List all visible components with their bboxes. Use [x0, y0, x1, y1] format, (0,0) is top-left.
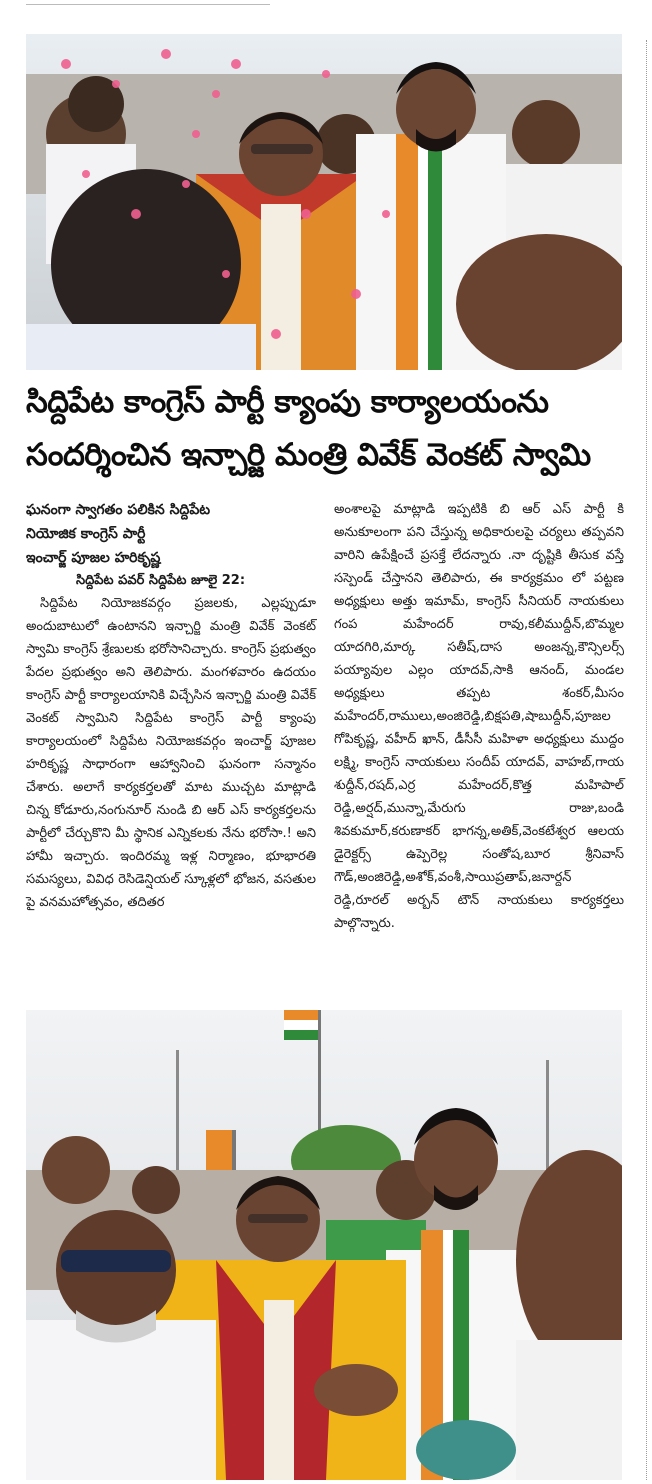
subhead-1: ఘనంగా స్వాగతం పలికిన సిద్దిపేట: [26, 502, 211, 518]
article-right-column: [334, 498, 624, 935]
headline-line-2: సందర్శించిన ఇన్చార్జి మంత్రి వివేక్ వెంకట్ స్వామి: [26, 437, 591, 473]
headline-line-1: సిద్దిపేట కాంగ్రెస్ పార్టీ క్యాంపు కార్యాలయంను: [26, 384, 549, 420]
bottom-photo-illustration: [26, 1010, 622, 1480]
column-divider: [646, 40, 647, 1480]
body-text-left: సిద్దిపేట నియోజకవర్గం ప్రజలకు, ఎల్లప్పుడూ అందుబాటులో ఉంటానని ఇన్చార్జి మంత్రి వివేక్ వెంకట్ స్వామి కాంగ్రెస్ శ్రేణులకు భరోసానిచ్చారు. కాంగ్రెస్ ప్రభుత్వం పేదల ప్రభుత్వం అని తెలిపారు. మంగళవారం ఉదయం కాంగ్రెస్ పార్టీ కార్యాలయానికి విచ్చేసిన ఇన్చార్జి మంత్రి వివేక్ వెంకట్ స్వామిని సిద్దిపేట కాంగ్రెస్ పార్టీ క్యాంపు కార్యాలయంలో సిద్దిపేట నియోజకవర్గం ఇంచార్జ్ పూజల హరికృష్ణ సాధారంగా ఆహ్వానించి ఘనంగా సన్మానం చేశారు. అలాగే కార్యకర్తలతో మాట ముచ్చట మాట్లాడి చిన్న కోడూరు,నంగునూర్ నుండి బి ఆర్ ఎస్ కార్యకర్తలను పార్టీలో చేర్చుకొని మీ స్థానిక ఎన్నికలకు నేను భరోసా.! అని హామీ ఇచ్చారు. ఇందిరమ్మ ఇళ్ల నిర్మాణం, భూభారతి సమస్యలు, వివిధ రెసిడెన్షియల్ స్కూళ్లలో భోజన, వసతుల పై వనమహోత్సవం, తదితర: [26, 596, 316, 910]
top-rule: [26, 4, 270, 5]
top-photo-illustration: [26, 34, 622, 370]
subhead-3: ఇంచార్జ్ పూజల హరికృష్ణ: [26, 550, 161, 566]
body-text-right: అంశాలపై మాట్లాడి ఇప్పటికి బి ఆర్ ఎస్ పార్టీ కి అనుకూలంగా పని చేస్తున్న అధికారులపై చర్యలు తప్పవని వారిని ఉపేక్షించే ప్రసక్తే లేదన్నారు .నా దృష్టికి తీసుక వస్తే సస్పెండ్ చేస్తానని తెలిపారు, ఈ కార్యక్రమం లో పట్టణ అధ్యక్షులు అత్తు ఇమామ్, కాంగ్రెస్ సీనియర్ నాయకులు గంప మహేందర్ రావు,కలీముద్దీన్,బొమ్మల యాదగిరి,మార్క సతీష్,దాస అంజన్న,కౌన్సిలర్స్ పయ్యావుల ఎల్లం యాదవ్,సాకి ఆనంద్, మండల అధ్యక్షులు తప్పట శంకర్,మీసం మహేందర్,రాములు,అంజిరెడ్డి,బిక్షపతి,షాబుద్దీన్,పూజల గోపికృష్ణ, వహీద్ ఖాన్, డీసీసీ మహిళా అధ్యక్షులు ముద్దం లక్ష్మి, కాంగ్రెస్ నాయకులు సందీప్ యాదవ్, వాహబ్,గాయ శుద్దీన్,రషద్,ఎర్ర మహేందర్,కొత్త మహిపాల్ రెడ్డి,అర్షద్,మున్నా,మేరుగు రాజు,బండి శివకుమార్,కరుణాకర్ భాగన్న,అతిక్,వెంకటేశ్వర ఆలయ డైరెక్టర్స్ ఉప్పెరెల్ల సంతోష,బూర శ్రీనివాస్ గౌడ్,అంజిరెడ్డి,అశోక్,వంశీ,సాయిప్రతాప్,జనార్దన్ రెడ్డి,రూరల్ అర్బన్ టౌన్ నాయకులు కార్యకర్తలు పాల్గొన్నారు.: [334, 502, 624, 931]
subhead-2: నియోజిక కాంగ్రెస్ పార్టీ: [26, 526, 146, 542]
dateline: సిద్దిపేట పవర్ సిద్దిపేట జూలై 22:: [76, 573, 246, 588]
article-left-column: [26, 498, 316, 914]
bottom-photo: [26, 1010, 622, 1480]
top-photo: [26, 34, 622, 370]
